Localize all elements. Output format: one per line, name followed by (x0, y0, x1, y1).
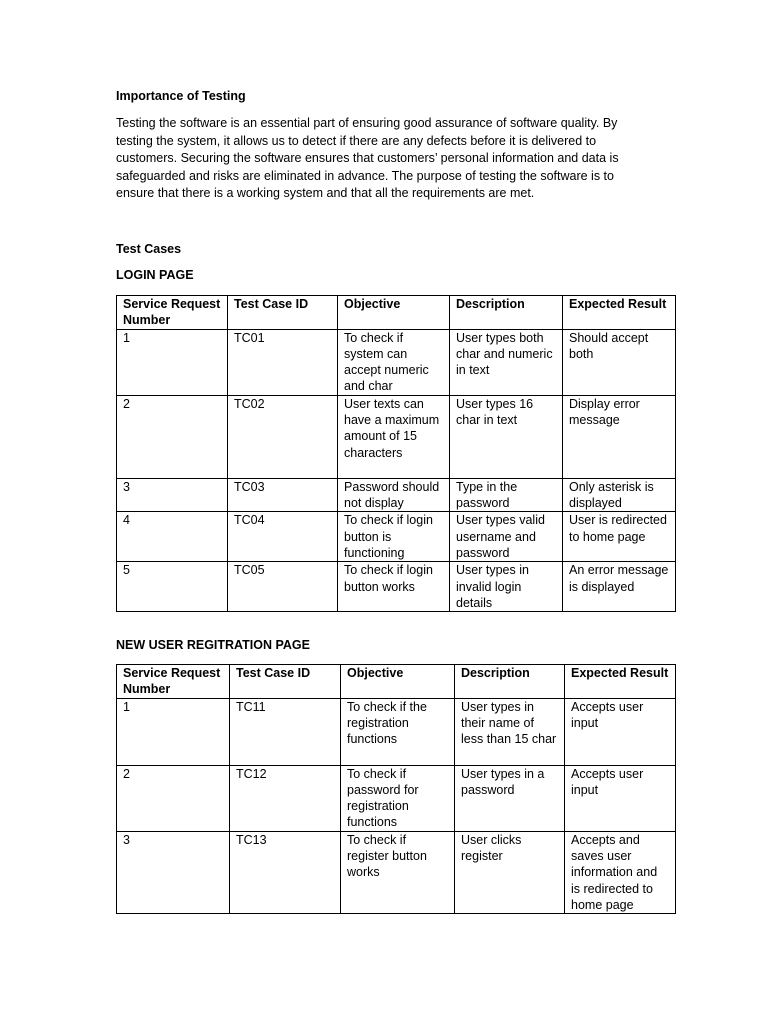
header-cell: Objective (338, 296, 450, 330)
importance-heading: Importance of Testing (116, 89, 246, 103)
table-cell: Type in the password (450, 478, 563, 512)
header-cell: Description (450, 296, 563, 330)
table-row (117, 698, 676, 765)
table-cell: 2 (117, 395, 228, 478)
table-cell: 5 (117, 562, 228, 612)
header-cell: Objective (341, 665, 455, 699)
login-page-heading: LOGIN PAGE (116, 268, 194, 282)
header-cell: Service Request Number (117, 296, 228, 330)
header-cell: Test Case ID (228, 296, 338, 330)
header-cell: Expected Result (563, 296, 676, 330)
paragraph-line: customers. Securing the software ensures that customers’ personal information and data is (116, 151, 619, 166)
login-test-table (116, 295, 676, 612)
table-row (117, 512, 676, 562)
table-cell: To check if password for registration functions (341, 765, 455, 831)
table-cell: TC12 (230, 765, 341, 831)
table-header-row (117, 665, 676, 699)
table-row (117, 329, 676, 395)
table-cell: 1 (117, 329, 228, 395)
table-cell: TC05 (228, 562, 338, 612)
header-cell: Expected Result (565, 665, 676, 699)
table-cell: To check if register button works (341, 831, 455, 913)
importance-paragraph (116, 115, 656, 203)
table-cell: User types in their name of less than 15 char (455, 698, 565, 765)
table-cell: User texts can have a maximum amount of 15 characters (338, 395, 450, 478)
table-cell: 3 (117, 831, 230, 913)
table-cell: Accepts and saves user information and is redirected to home page (565, 831, 676, 913)
test-cases-heading: Test Cases (116, 242, 182, 256)
paragraph-line: testing the system, it allows us to detect if there are any defects before it is delivered to (116, 133, 597, 148)
table-cell: 1 (117, 698, 230, 765)
table-cell: TC11 (230, 698, 341, 765)
table-cell: To check if login button is functioning (338, 512, 450, 562)
table-cell: Display error message (563, 395, 676, 478)
table-cell: 3 (117, 478, 228, 512)
table-row (117, 478, 676, 512)
header-cell: Test Case ID (230, 665, 341, 699)
paragraph-line: safeguarded and risks are eliminated in advance. The purpose of testing the software is to (116, 168, 614, 183)
table-cell: Accepts user input (565, 698, 676, 765)
table-cell: To check if login button works (338, 562, 450, 612)
table-cell: User is redirected to home page (563, 512, 676, 562)
table-cell: Accepts user input (565, 765, 676, 831)
header-cell: Description (455, 665, 565, 699)
table-cell: User types 16 char in text (450, 395, 563, 478)
paragraph-line: ensure that there is a working system and that all the requirements are met. (116, 186, 535, 201)
table-cell: TC02 (228, 395, 338, 478)
table-cell: User types in a password (455, 765, 565, 831)
table-cell: User types in invalid login details (450, 562, 563, 612)
table-row (117, 765, 676, 831)
registration-page-heading: NEW USER REGITRATION PAGE (116, 638, 310, 652)
table-cell: TC03 (228, 478, 338, 512)
registration-test-table (116, 664, 676, 914)
table-cell: 2 (117, 765, 230, 831)
table-cell: Should accept both (563, 329, 676, 395)
table-header-row (117, 296, 676, 330)
table-cell: TC13 (230, 831, 341, 913)
table-row (117, 395, 676, 478)
table-cell: An error message is displayed (563, 562, 676, 612)
table-cell: Only asterisk is displayed (563, 478, 676, 512)
table-cell: 4 (117, 512, 228, 562)
table-cell: To check if the registration functions (341, 698, 455, 765)
table-cell: User types valid username and password (450, 512, 563, 562)
table-cell: To check if system can accept numeric and char (338, 329, 450, 395)
table-cell: User clicks register (455, 831, 565, 913)
table-row (117, 562, 676, 612)
table-cell: User types both char and numeric in text (450, 329, 563, 395)
table-cell: TC04 (228, 512, 338, 562)
table-cell: TC01 (228, 329, 338, 395)
table-cell: Password should not display (338, 478, 450, 512)
paragraph-line: Testing the software is an essential part of ensuring good assurance of software quality. By (116, 116, 618, 130)
table-row (117, 831, 676, 913)
header-cell: Service Request Number (117, 665, 230, 699)
